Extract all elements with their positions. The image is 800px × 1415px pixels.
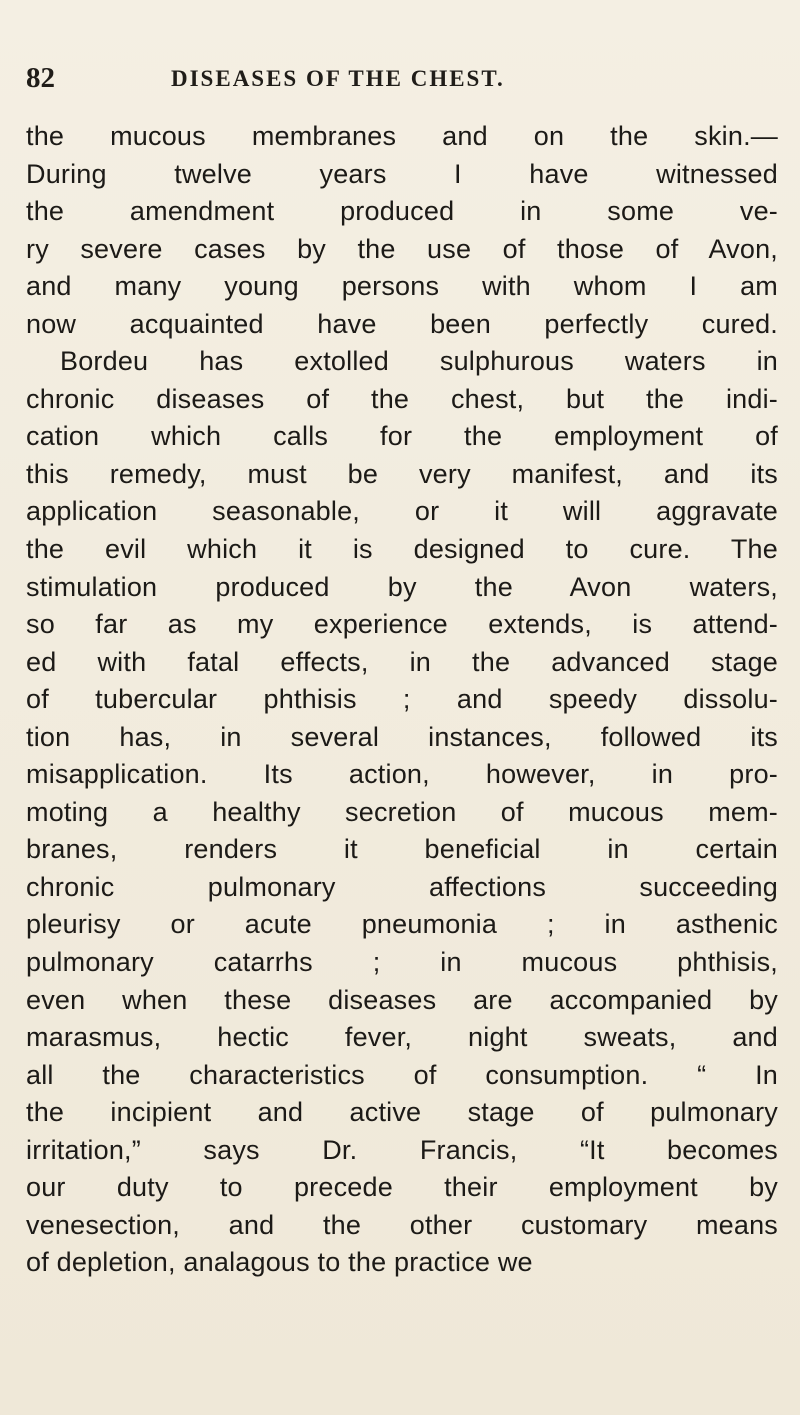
text-line: venesection, and the other customary means (26, 1209, 778, 1240)
text-line: and many young persons with whom I am (26, 271, 778, 302)
text-line: now acquainted have been perfectly cured. (26, 308, 778, 339)
text-line: pulmonary catarrhs ; in mucous phthisis, (26, 947, 778, 978)
text-line: chronic diseases of the chest, but the indi- (26, 383, 778, 414)
page-number: 82 (26, 62, 55, 94)
text-line: application seasonable, or it will aggravate (26, 496, 778, 527)
running-head (26, 62, 774, 102)
text-line: misapplication. Its action, however, in pro- (26, 759, 778, 790)
text-line: ry severe cases by the use of those of Avon, (26, 233, 778, 264)
text-line: the amendment produced in some ve- (26, 196, 778, 227)
text-line: irritation,” says Dr. Francis, “It becomes (26, 1134, 778, 1165)
text-line: this remedy, must be very manifest, and its (26, 458, 778, 489)
text-line: Bordeu has extolled sulphurous waters in (60, 346, 778, 377)
text-line: moting a healthy secretion of mucous mem- (26, 796, 778, 827)
text-line: of depletion, analagous to the practice we (26, 1247, 533, 1278)
text-line: of tubercular phthisis ; and speedy dissolu- (26, 684, 778, 715)
text-line: marasmus, hectic fever, night sweats, and (26, 1022, 778, 1053)
running-title: DISEASES OF THE CHEST. (171, 66, 505, 91)
text-line: branes, renders it beneficial in certain (26, 834, 778, 865)
text-line: the mucous membranes and on the skin.— (26, 121, 778, 151)
text-line: ed with fatal effects, in the advanced stage (26, 646, 778, 677)
body-text (26, 118, 778, 1282)
text-line: chronic pulmonary affections succeeding (26, 871, 778, 902)
text-line: even when these diseases are accompanied by (26, 984, 778, 1015)
text-line: the evil which it is designed to cure. The (26, 534, 778, 565)
text-line: tion has, in several instances, followed its (26, 721, 778, 752)
text-line: so far as my experience extends, is attend- (26, 609, 778, 640)
text-line: stimulation produced by the Avon waters, (26, 571, 778, 602)
text-line: pleurisy or acute pneumonia ; in asthenic (26, 909, 778, 940)
text-line: cation which calls for the employment of (26, 421, 778, 452)
text-line: the incipient and active stage of pulmonary (26, 1097, 778, 1128)
text-line: our duty to precede their employment by (26, 1172, 778, 1203)
text-line: all the characteristics of consumption. “ In (26, 1059, 778, 1090)
text-line: During twelve years I have witnessed (26, 158, 778, 189)
